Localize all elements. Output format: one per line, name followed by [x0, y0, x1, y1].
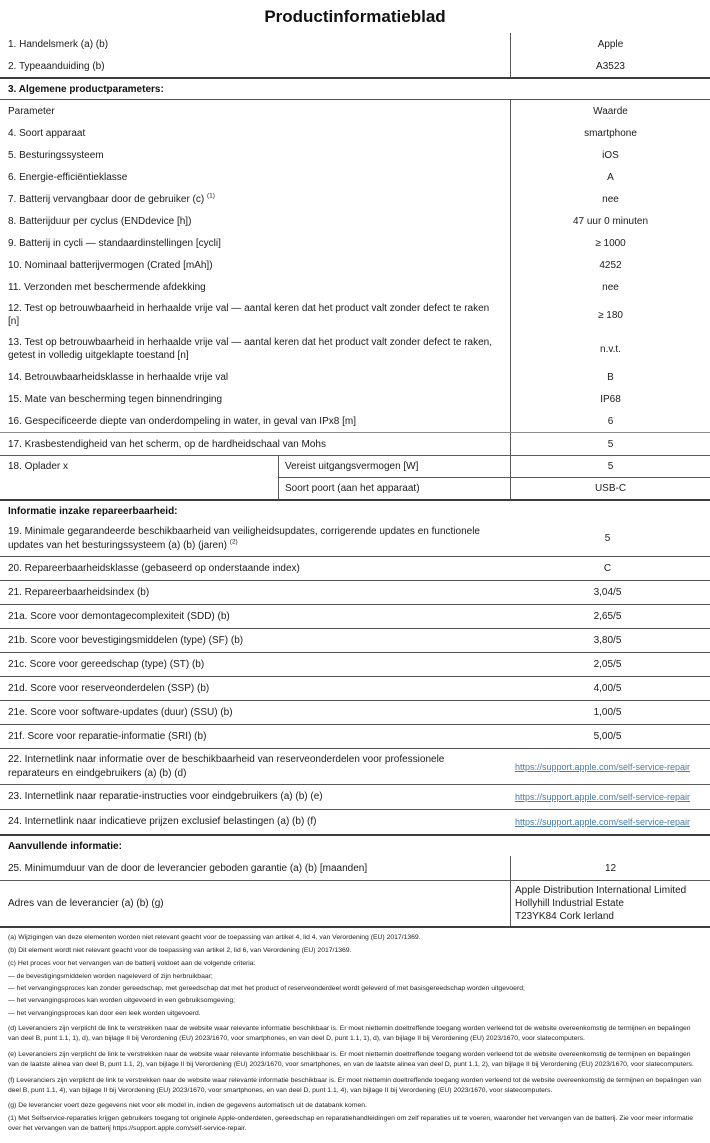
row-label: 18. Oplader x — [8, 461, 69, 472]
row-label: 21f. Score voor reparatie-informatie (SRI) (b) — [8, 730, 207, 742]
footnote: (1) Met Selfservice-reparaties krijgen gebruikers toegang tot originele Apple-onderdelen, gereedschap en reparatiehandleidingen om zelf reparaties uit te voeren, waaronder het vervangen van de batterij. Zie voor meer informatie over het vervangen van de batterij https://support.apple.com/self-service-repair. — [8, 1115, 693, 1133]
table-row — [0, 725, 710, 749]
internet-links-section — [0, 749, 710, 834]
table-row — [0, 122, 710, 144]
footnote: (e) Leveranciers zijn verplicht de link te verstrekken naar de website waar relevante informatie beschikbaar is. Er moet niettemin doeltreffende toegang worden verleend tot de website overeenkomstig de termijnen en bepalingen van de laatste alinea van deel B, punt 1.1, 2), van bijlage II bij Verordening (EU) 2023/1670, voor smartphones, en van de laatste alinea van deel D, punt 1.1, 2), van bijlage II bij Verordening (EU) 2023/1670, voor slatecomputers. — [8, 1051, 694, 1068]
row-value — [495, 760, 710, 774]
page-title: Productinformatieblad — [264, 7, 446, 26]
table-row — [0, 332, 710, 366]
row-value: n.v.t. — [510, 332, 710, 366]
table-row — [0, 210, 710, 232]
table-row — [278, 477, 710, 499]
row-label: 24. Internetlink naar indicatieve prijzen exclusief belastingen (a) (b) (f) — [8, 816, 317, 828]
row-label: 6. Energie-efficiëntieklasse — [8, 171, 128, 183]
row-label: 1. Handelsmerk (a) (b) — [8, 38, 109, 50]
row-value: ≥ 180 — [510, 298, 710, 332]
table-row — [0, 701, 710, 725]
row-value: 4252 — [510, 254, 710, 276]
row-value: Apple — [510, 33, 710, 55]
address-line: Apple Distribution International Limited — [515, 885, 687, 896]
row-label: Soort poort (aan het apparaat) — [278, 478, 510, 499]
supplier-address-row — [0, 881, 710, 928]
general-parameters-section — [0, 122, 710, 455]
charger-row — [0, 455, 710, 501]
table-row — [0, 629, 710, 653]
column-header-parameter: Parameter — [8, 105, 55, 117]
footnote: (a) Wijzigingen van deze elementen worden niet relevant geacht voor de toepassing van artikel 4, lid 4, van Verordening (EU) 2017/1369. — [8, 934, 421, 941]
row-label: 21a. Score voor demontagecomplexiteit (SDD) (b) — [8, 610, 230, 622]
row-label-text: 19. Minimale gegarandeerde beschikbaarheid van veiligheidsupdates, corrigerende updates en functionele updates van het besturingssysteem (a) (b) (jaren) — [8, 526, 480, 551]
column-header-row — [0, 100, 710, 122]
row-label: 8. Batterijduur per cyclus (ENDdevice [h]) — [8, 215, 192, 227]
identity-section — [0, 33, 710, 77]
table-row — [0, 557, 710, 581]
superscript-note: (2) — [229, 538, 238, 546]
row-value: smartphone — [510, 122, 710, 144]
row-value: 2,65/5 — [593, 611, 622, 622]
row-value: ≥ 1000 — [510, 232, 710, 254]
table-row — [278, 456, 710, 477]
row-label: 2. Typeaanduiding (b) — [8, 60, 105, 72]
footnotes — [0, 928, 710, 1143]
row-label: 10. Nominaal batterijvermogen (Crated [mAh]) — [8, 259, 213, 271]
charger-sub-table — [278, 456, 710, 499]
section-header-repair: Informatie inzake repareerbaarheid: — [8, 506, 178, 517]
row-label — [0, 189, 510, 210]
row-label: 13. Test op betrouwbaarheid in herhaalde vrije val — aantal keren dat het product valt zonder defect te raken, getest in volledig uitgeklapte toestand [n] — [8, 337, 493, 361]
table-row — [0, 410, 710, 432]
row-value: 5 — [510, 433, 710, 455]
row-value: IP68 — [510, 388, 710, 410]
address-line: Hollyhill Industrial Estate — [515, 898, 624, 909]
table-row — [0, 33, 710, 55]
row-label: 21c. Score voor gereedschap (type) (ST) (b) — [8, 658, 205, 670]
table-row — [0, 432, 710, 455]
table-row — [0, 388, 710, 410]
row-label-text: 7. Batterij vervangbaar door de gebruiker (c) — [8, 193, 205, 205]
row-value: nee — [510, 276, 710, 298]
table-row — [0, 232, 710, 254]
row-label: Adres van de leverancier (a) (b) (g) — [8, 898, 164, 909]
row-label: 17. Krasbestendigheid van het scherm, op de hardheidschaal van Mohs — [8, 438, 326, 450]
support-link[interactable]: https://support.apple.com/self-service-repair — [514, 792, 691, 802]
table-row — [0, 785, 710, 810]
row-value: 47 uur 0 minuten — [510, 210, 710, 232]
row-value: 2,05/5 — [593, 659, 622, 670]
table-row — [0, 55, 710, 77]
row-value: 5 — [604, 533, 611, 544]
row-value: 6 — [510, 410, 710, 432]
footnote: (b) Dit element wordt niet relevant geacht voor de toepassing van artikel 2, lid 6, van Verordening (EU) 2017/1369. — [8, 946, 352, 954]
section-header-additional: Aanvullende informatie: — [8, 841, 122, 852]
footnote: — de bevestigingsmiddelen worden nageleverd of zijn herbruikbaar; — [8, 972, 213, 980]
table-row — [0, 298, 710, 332]
address-line: T23YK84 Cork Ierland — [515, 911, 614, 922]
row-value: 4,00/5 — [593, 683, 622, 694]
row-value: B — [510, 366, 710, 388]
row-value: 3,80/5 — [593, 635, 622, 646]
footnote: (c) Het proces voor het vervangen van de batterij voldoet aan de volgende criteria: — [8, 959, 256, 967]
table-row — [0, 605, 710, 629]
supplier-address — [510, 881, 710, 926]
repairability-section — [0, 521, 710, 749]
table-row — [0, 653, 710, 677]
table-row — [0, 581, 710, 605]
row-label: 23. Internetlink naar reparatie-instructies voor eindgebruikers (a) (b) (e) — [8, 791, 323, 803]
row-label: 11. Verzonden met beschermende afdekking — [8, 281, 206, 293]
row-label: 4. Soort apparaat — [8, 127, 86, 139]
row-label: 22. Internetlink naar informatie over de beschikbaarheid van reserveonderdelen voor professionele reparateurs en eindgebruikers (a) (b) (d) — [8, 754, 445, 779]
row-label: 20. Repareerbaarheidsklasse (gebaseerd op onderstaande index) — [8, 562, 300, 574]
column-header-waarde: Waarde — [510, 100, 710, 122]
row-value: 5,00/5 — [593, 731, 622, 742]
table-row — [0, 521, 710, 557]
table-row — [0, 366, 710, 388]
row-value — [495, 790, 710, 804]
row-value: A — [510, 166, 710, 188]
section-header-general: 3. Algemene productparameters: — [8, 84, 164, 95]
row-label: 21b. Score voor bevestigingsmiddelen (type) (SF) (b) — [8, 634, 244, 646]
footnote: (f) Leveranciers zijn verplicht de link te verstrekken naar de website waar relevante informatie beschikbaar is. Er moet niettemin doeltreffende toegang worden verleend tot de website overeenkomstig de termijnen en bepalingen van deel B, punt 1.1, 4), van bijlage II bij Verordening (EU) 2023/1670, voor smartphones, en van deel D, punt 1.1, 4), van bijlage II bij Verordening (EU) 2023/1670, voor slatecomputers. — [8, 1076, 702, 1094]
row-value: 5 — [510, 456, 710, 477]
footnote: — het vervangingsproces kan worden uitgevoerd in een gebruiksomgeving; — [8, 997, 236, 1005]
row-label: 16. Gespecificeerde diepte van onderdompeling in water, in geval van IPx8 [m] — [8, 415, 356, 427]
row-value: iOS — [510, 144, 710, 166]
row-value — [495, 815, 710, 829]
row-label: 14. Betrouwbaarheidsklasse in herhaalde vrije val — [8, 371, 229, 383]
row-label: 9. Batterij in cycli — standaardinstellingen [cycli] — [8, 237, 221, 249]
table-row — [0, 810, 710, 834]
superscript-note: (1) — [207, 192, 215, 200]
table-row — [0, 276, 710, 298]
row-value: 3,04/5 — [593, 587, 622, 598]
support-link[interactable]: https://support.apple.com/self-service-repair — [514, 761, 691, 772]
table-row — [0, 144, 710, 166]
row-label: 12. Test op betrouwbaarheid in herhaalde vrije val — aantal keren dat het product valt zonder defect te raken [n] — [8, 303, 490, 327]
row-label: 5. Besturingssysteem — [8, 149, 104, 161]
row-label: 21. Repareerbaarheidsindex (b) — [8, 586, 150, 598]
row-label: 25. Minimumduur van de door de leverancier geboden garantie (a) (b) [maanden] — [8, 862, 368, 874]
footnote: (g) De leverancier voert deze gegevens niet voor elk model in, indien de gegevens automatisch uit de databank komen. — [8, 1102, 367, 1110]
warranty-row — [0, 856, 710, 881]
table-row — [0, 254, 710, 276]
table-row — [0, 677, 710, 701]
row-value: USB-C — [510, 478, 710, 499]
row-value: C — [603, 563, 612, 574]
footnote: — het vervangingsproces kan zonder gereedschap, met gereedschap dat met het product of reserveonderdeel wordt geleverd of met basisgereedschap worden uitgevoerd; — [8, 984, 525, 992]
row-label — [0, 521, 505, 556]
table-row — [0, 749, 710, 785]
row-label: Vereist uitgangsvermogen [W] — [278, 456, 510, 477]
row-label: 21e. Score voor software-updates (duur) (SSU) (b) — [8, 706, 233, 718]
footnote: (d) Leveranciers zijn verplicht de link te verstrekken naar de website waar relevante informatie beschikbaar is. Er moet niettemin doeltreffende toegang worden verleend tot de website overeenkomstig de termijnen en bepalingen van deel B, punt 1.1, 1), d), van bijlage II bij Verordening (EU) 2023/1670, voor smartphones, en van deel D, punt 1.1, 1), d), van bijlage II bij Verordening (EU) 2023/1670, voor slatecomputers. — [8, 1025, 691, 1043]
row-value: nee — [510, 188, 710, 210]
table-row — [0, 188, 710, 210]
support-link[interactable]: https://support.apple.com/self-service-repair — [514, 817, 691, 827]
row-label: 21d. Score voor reserveonderdelen (SSP) (b) — [8, 682, 210, 694]
row-value: A3523 — [510, 55, 710, 77]
row-label: 15. Mate van bescherming tegen binnendringing — [8, 393, 223, 405]
footnote: — het vervangingsproces kan door een leek worden uitgevoerd. — [8, 1009, 201, 1017]
table-row — [0, 166, 710, 188]
row-value: 1,00/5 — [593, 707, 622, 718]
row-value: 12 — [510, 856, 710, 880]
